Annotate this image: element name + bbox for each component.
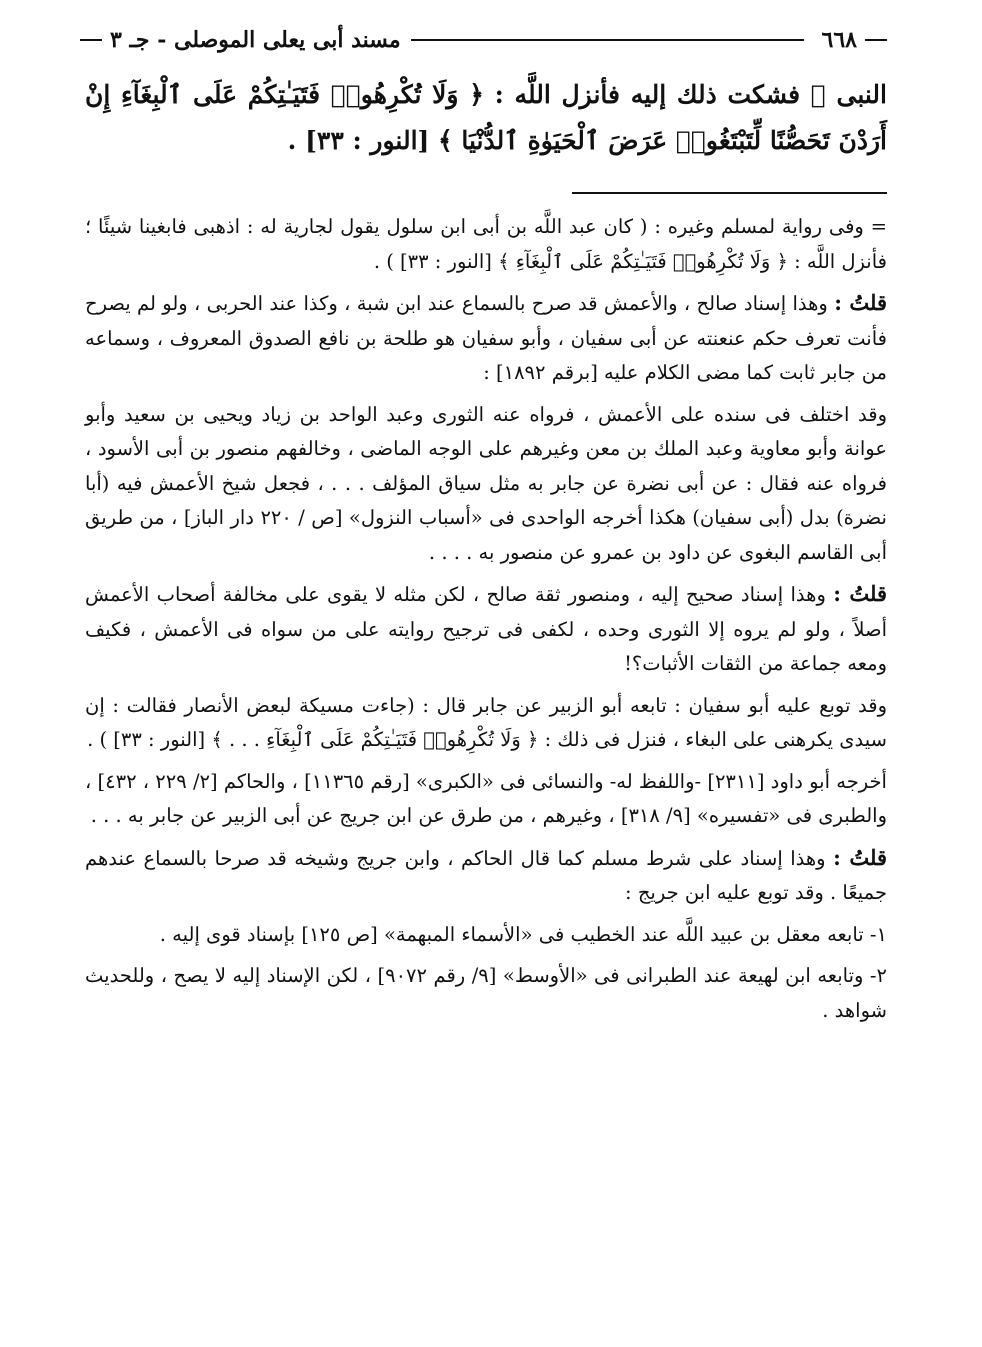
note-paragraph-3: وقد اختلف فى سنده على الأعمش ، فرواه عنه الثورى وعبد الواحد بن زياد ويحيى بن سعيد وأبو عوانة وأبو معاوية وعبد الملك بن معن وغيرهم على الوجه الماضى ، وخالفهم منصور بن أبى الأسود ، فرواه عنه فقال : عن أبى نضرة عن جابر به مثل سياق المؤلف . . . ، فجعل شيخ الأعمش فيه (أبا نضرة) بدل (أبى سفيان) هكذا أخرجه الواحدى فى «أسباب النزول» [ص / ٢٢٠ دار الباز] ، من طريق أبى القاسم البغوى عن داود بن عمرو عن منصور به . . . . [85, 402, 887, 564]
note-paragraph-1: = وفى رواية لمسلم وغيره : ( كان عبد اللَّه بن أبى ابن سلول يقول لجارية له : اذهبى فابغينا شيئًا ؛ فأنزل اللَّه : ﴿ وَلَا تُكْرِهُوا۟ فَتَيَـٰتِكُمْ عَلَى ٱلْبِغَآءِ ﴾ [النور : ٣٣] ) . [85, 215, 887, 273]
main-text [85, 72, 887, 164]
page-header [80, 20, 887, 60]
note-paragraph-4 [85, 577, 887, 682]
note-paragraph-2 [85, 286, 887, 391]
footnote-divider [572, 192, 887, 194]
note-lead: قلتُ : [834, 290, 887, 315]
footnotes [85, 210, 887, 1035]
note-paragraph-6: أخرجه أبو داود [٢٣١١] -واللفظ له- والنسائى فى «الكبرى» [رقم ١١٣٦٥] ، والحاكم [٢/ ٢٢٩ ، ٤٣٢] ، والطبرى فى «تفسيره» [٩/ ٣١٨] ، وغيرهم ، من طرق عن ابن جريج عن أبى الزبير عن جابر به . . . [85, 769, 887, 827]
note-lead: قلتُ : [833, 844, 887, 870]
note-text: وهذا إسناد صالح ، والأعمش قد صرح بالسماع عند ابن شبة ، وكذا عند الحربى ، ولو لم يصرح فأنت تعرف حكم عنعنته عن أبى سفيان ، وأبو سفيان هو طلحة بن نافع الصدوق المعروف ، وسماعه من جابر ثابت كما مضى الكلام عليه [برقم ١٨٩٢] : [85, 292, 887, 384]
note-text: وهذا إسناد على شرط مسلم كما قال الحاكم ، وابن جريج وشيخه قد صرحا بالسماع عندهم جميعًا . وقد توبع عليه ابن جريج : [85, 846, 887, 904]
note-lead: قلتُ : [833, 581, 887, 606]
note-paragraph-7 [85, 841, 887, 911]
header-rule-left [80, 39, 102, 41]
book-title: مسند أبى يعلى الموصلى - جـ ٣ [110, 27, 401, 53]
header-rule-right [865, 39, 887, 41]
note-paragraph-5: وقد توبع عليه أبو سفيان : تابعه أبو الزبير عن جابر قال : (جاءت مسيكة لبعض الأنصار فقالت : إن سيدى يكرهنى على البغاء ، فنزل فى ذلك : ﴿ وَلَا تُكْرِهُوا۟ فَتَيَـٰتِكُمْ عَلَى ٱلْبِغَآءِ . . . ﴾ [النور : ٣٣] ) . [85, 693, 887, 751]
note-text: وهذا إسناد صحيح إليه ، ومنصور ثقة صالح ، لكن مثله لا يقوى على مخالفة أصحاب الأعمش أصلاً ، ولو لم يروه إلا الثورى وحده ، لكفى فى ترجيح روايته على من سواه فى الأعمش ، فكيف ومعه جماعة من الثقات الأثبات؟! [85, 583, 887, 675]
main-paragraph: النبى ﷺ فشكت ذلك إليه فأنزل اللَّه : ﴿ وَلَا تُكْرِهُوا۟ فَتَيَـٰتِكُمْ عَلَى ٱلْبِغَآءِ إِنْ أَرَدْنَ تَحَصُّنًا لِّتَبْتَغُوا۟ عَرَضَ ٱلْحَيَوٰةِ ٱلدُّنْيَا ﴾ [النور : ٣٣] . [85, 80, 887, 155]
note-paragraph-8: ١- تابعه معقل بن عبيد اللَّه عند الخطيب فى «الأسماء المبهمة» [ص ١٢٥] بإسناد قوى إليه . [159, 922, 887, 946]
note-paragraph-9: ٢- وتابعه ابن لهيعة عند الطبرانى فى «الأوسط» [٩/ رقم ٩٠٧٢] ، لكن الإسناد إليه لا يصح ، وللحديث شواهد . [85, 964, 887, 1022]
header-rule [411, 39, 804, 41]
page-number: ٦٦٨ [821, 27, 857, 53]
